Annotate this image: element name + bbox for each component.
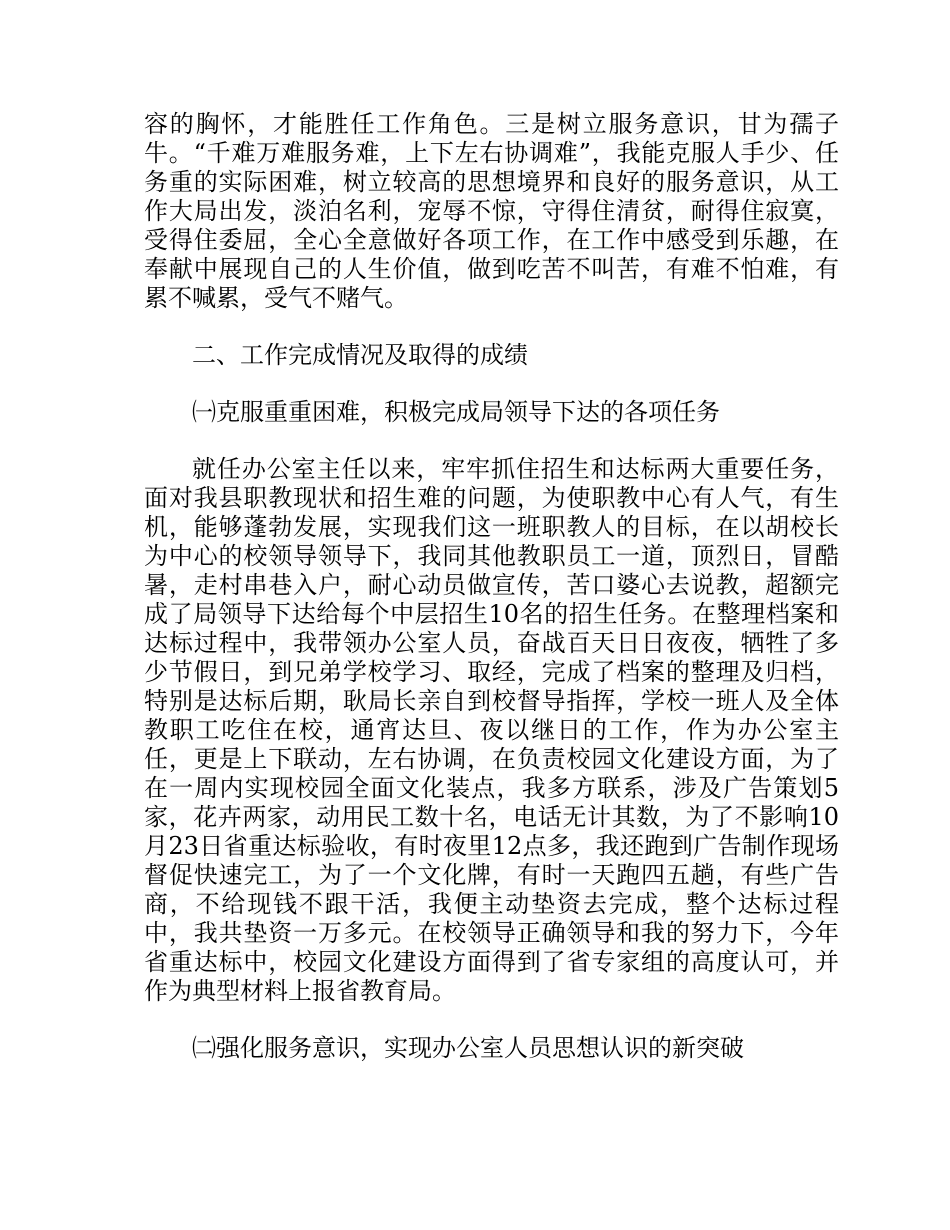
spacer [144, 313, 839, 341]
section-heading-2: 二、工作完成情况及取得的成绩 [192, 341, 528, 369]
subsection-heading-1: ㈠克服重重困难，积极完成局领导下达的各项任务 [192, 398, 720, 426]
subsection-heading-2: ㈡强化服务意识，实现办公室人员思想认识的新突破 [192, 1034, 744, 1062]
document-body [144, 110, 839, 1063]
spacer [144, 1006, 839, 1034]
spacer [144, 370, 839, 398]
paragraph-continuation: 容的胸怀，才能胜任工作角色。三是树立服务意识，甘为孺子牛。“千难万难服务难，上下左右协调难”，我能克服人手少、任务重的实际困难，树立较高的思想境界和良好的服务意识，从工作大局出发，淡泊名利，宠辱不惊，守得住清贫，耐得住寂寞，受得住委屈，全心全意做好各项工作，在工作中感受到乐趣，在奉献中展现自己的人生价值，做到吃苦不叫苦，有难不怕难，有累不喊累，受气不赌气。 [144, 110, 839, 312]
spacer [144, 427, 839, 455]
paragraph-body: 就任办公室主任以来，牢牢抓住招生和达标两大重要任务，面对我县职教现状和招生难的问题，为使职教中心有人气，有生机，能够蓬勃发展，实现我们这一班职教人的目标，在以胡校长为中心的校领导领导下，我同其他教职员工一道，顶烈日，冒酷暑，走村串巷入户，耐心动员做宣传，苦口婆心去说教，超额完成了局领导下达给每个中层招生10名的招生任务。在整理档案和达标过程中，我带领办公室人员，奋战百天日日夜夜，牺牲了多少节假日，到兄弟学校学习、取经，完成了档案的整理及归档，特别是达标后期，耿局长亲自到校督导指挥，学校一班人及全体教职工吃住在校，通宵达旦、夜以继日的工作，作为办公室主任，更是上下联动，左右协调，在负责校园文化建设方面，为了在一周内实现校园全面文化装点，我多方联系，涉及广告策划5家，花卉两家，动用民工数十名，电话无计其数，为了不影响10月23日省重达标验收，有时夜里12点多，我还跑到广告制作现场督促快速完工，为了一个文化牌，有时一天跑四五趟，有些广告商，不给现钱不跟干活，我便主动垫资去完成，整个达标过程中，我共垫资一万多元。在校领导正确领导和我的努力下，今年省重达标中，校园文化建设方面得到了省专家组的高度认可，并作为典型材料上报省教育局。 [144, 455, 839, 1005]
